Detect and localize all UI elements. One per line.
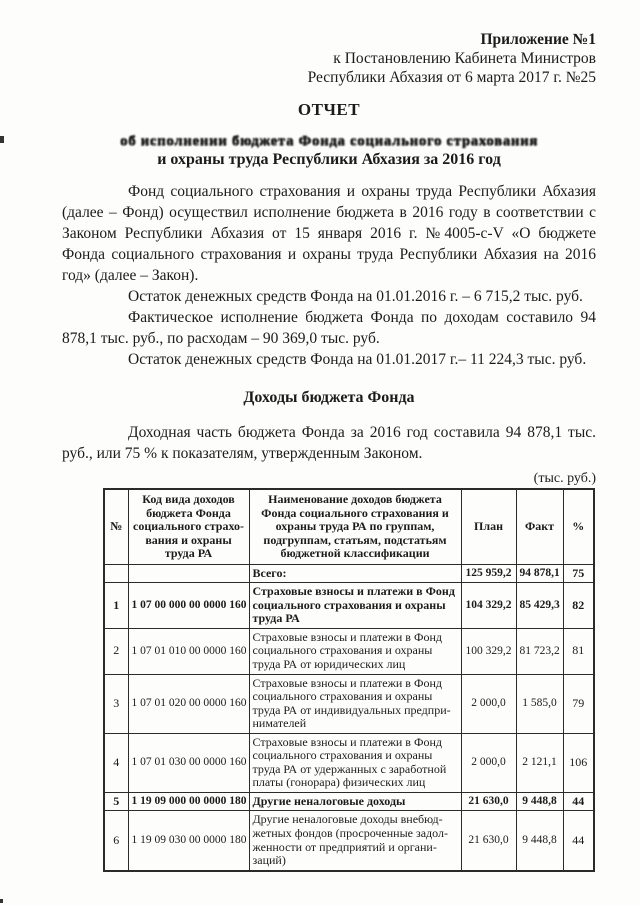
cell-code: 1 07 00 000 00 0000 160 <box>128 583 249 629</box>
table-row <box>104 811 594 871</box>
cell-fact: 9 448,8 <box>516 811 563 871</box>
body-text <box>62 181 596 370</box>
col-header-fact: Факт <box>516 489 563 564</box>
cell-plan: 2 000,0 <box>461 733 516 792</box>
col-header-name: Наименование доходов бюджета Фонда социального страхования и охраны труда РА по группам, подгруппам, статьям, подстатьям бюджетной классификации <box>249 489 461 564</box>
cell-num <box>104 564 128 583</box>
cell-plan: 125 959,2 <box>461 564 516 583</box>
cell-pct: 79 <box>563 674 594 733</box>
cell-name: Другие неналоговые доходы внебюджетных фондов (просроченные задолженности от предприятий и организаций) <box>249 811 461 871</box>
col-header-plan: План <box>461 489 516 564</box>
cell-code <box>128 564 249 583</box>
cell-pct: 75 <box>563 564 594 583</box>
cell-code: 1 19 09 000 00 0000 180 <box>128 792 249 811</box>
cell-plan: 104 329,2 <box>461 583 516 629</box>
cell-plan: 21 630,0 <box>461 811 516 871</box>
report-title: ОТЧЕТ <box>297 100 361 119</box>
appendix-number: Приложение №1 <box>480 31 596 48</box>
cell-pct: 81 <box>563 628 594 674</box>
cell-fact: 85 429,3 <box>516 583 563 629</box>
cell-num: 2 <box>104 628 128 674</box>
col-header-pct: % <box>563 489 594 564</box>
units-note: (тыс. руб.) <box>533 471 596 486</box>
cell-fact: 9 448,8 <box>516 792 563 811</box>
cell-pct: 106 <box>563 733 594 792</box>
col-header-code: Код вида доходов бюджета Фонда социального страхования и охраны труда РА <box>128 489 249 564</box>
cell-num: 5 <box>104 792 128 811</box>
table-row <box>104 733 594 792</box>
cell-name: Страховые взносы и платежи в Фонд социального страхования и охраны труда РА от удержанных с заработной платы (гонорара) физических лиц <box>249 733 461 792</box>
cell-name: Другие неналоговые доходы <box>249 792 461 811</box>
cell-num: 1 <box>104 583 128 629</box>
cell-code: 1 07 01 030 00 0000 160 <box>128 733 249 792</box>
scan-speck <box>0 136 4 143</box>
section-heading-revenues: Доходы бюджета Фонда <box>243 389 415 406</box>
cell-code: 1 07 01 020 00 0000 160 <box>128 674 249 733</box>
paragraph-execution: Фактическое исполнение бюджета Фонда по доходам составило 94 878,1 тыс. руб., по расходам – 90 369,0 тыс. руб. <box>62 309 596 347</box>
paragraph-balance-2016: Остаток денежных средств Фонда на 01.01.2016 г. – 6 715,2 тыс. руб. <box>128 288 583 305</box>
cell-pct: 44 <box>563 792 594 811</box>
title-block <box>62 100 596 169</box>
report-subtitle-smeared: об исполнении бюджета Фонда социального страхования <box>119 134 539 148</box>
cell-fact: 1 585,0 <box>516 674 563 733</box>
cell-pct: 44 <box>563 811 594 871</box>
cell-plan: 2 000,0 <box>461 674 516 733</box>
table-row <box>104 564 594 583</box>
cell-plan: 21 630,0 <box>461 792 516 811</box>
table-row <box>104 674 594 733</box>
table-row <box>104 583 594 629</box>
cell-pct: 82 <box>563 583 594 629</box>
table-row <box>104 792 594 811</box>
cell-name: Страховые взносы и платежи в Фонд социального страхования и охраны труда РА от индивидуальных предпринимателей <box>249 674 461 733</box>
paragraph-balance-2017: Остаток денежных средств Фонда на 01.01.2017 г.– 11 224,3 тыс. руб. <box>128 351 587 368</box>
cell-fact: 94 878,1 <box>516 564 563 583</box>
appendix-header <box>62 30 596 87</box>
cell-name: Страховые взносы и платежи в Фонд социального страхования и охраны труда РА <box>249 583 461 629</box>
cell-fact: 81 723,2 <box>516 628 563 674</box>
paragraph-fund-law: Фонд социального страхования и охраны труда Республики Абхазия (далее – Фонд) осуществил исполнение бюджета в 2016 году в соответствии с Законом Республики Абхазия от 15 января 2016 г. №4005-с-V «О бюджете Фонда социального страхования и охраны труда Республики Абхазия на 2016 год» (далее – Закон). <box>62 183 596 284</box>
cell-plan: 100 329,2 <box>461 628 516 674</box>
scan-speck <box>0 899 3 903</box>
appendix-line-3: Республики Абхазия от 6 марта 2017 г. №25 <box>307 69 596 86</box>
paragraph-revenue-intro: Доходная часть бюджета Фонда за 2016 год составила 94 878,1 тыс. руб., или 75 % к показателям, утвержденным Законом. <box>62 424 596 462</box>
revenues-table <box>103 488 595 872</box>
table-header-row <box>104 489 594 564</box>
cell-fact: 2 121,1 <box>516 733 563 792</box>
cell-num: 4 <box>104 733 128 792</box>
cell-code: 1 19 09 030 00 0000 180 <box>128 811 249 871</box>
cell-name: Страховые взносы и платежи в Фонд социального страхования и охраны труда РА от юридических лиц <box>249 628 461 674</box>
appendix-line-2: к Постановлению Кабинета Министров <box>333 50 596 67</box>
col-header-num: № <box>104 489 128 564</box>
cell-code: 1 07 01 010 00 0000 160 <box>128 628 249 674</box>
table-row <box>104 628 594 674</box>
cell-num: 6 <box>104 811 128 871</box>
cell-num: 3 <box>104 674 128 733</box>
cell-name: Всего: <box>249 564 461 583</box>
report-subtitle: и охраны труда Республики Абхазия за 2016 год <box>157 151 501 168</box>
section-intro-wrap <box>62 422 596 464</box>
